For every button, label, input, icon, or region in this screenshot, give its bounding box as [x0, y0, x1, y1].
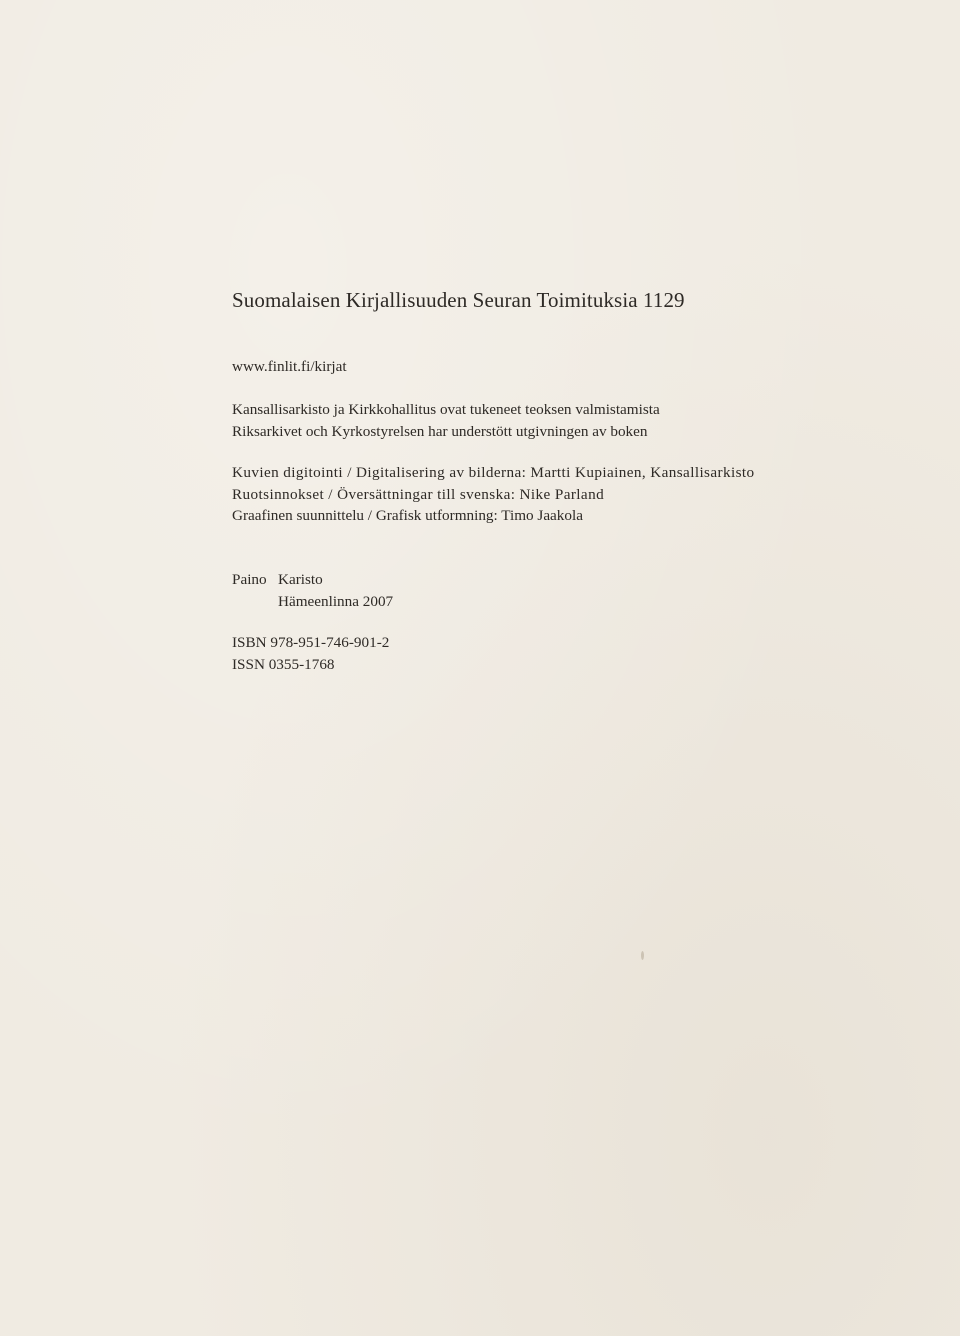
print-info	[232, 569, 393, 613]
issn: ISSN 0355-1768	[232, 656, 335, 673]
website-link[interactable]: www.finlit.fi/kirjat	[232, 358, 347, 375]
credit-design: Graafinen suunnittelu / Grafisk utformning: Timo Jaakola	[232, 507, 583, 524]
support-line-fi: Kansallisarkisto ja Kirkkohallitus ovat tukeneet teoksen valmistamista	[232, 401, 660, 418]
printer-name: Karisto	[278, 571, 323, 588]
series-title: Suomalaisen Kirjallisuuden Seuran Toimituksia 1129	[232, 288, 685, 312]
print-city-year: Hämeenlinna 2007	[278, 593, 394, 610]
credit-translation: Ruotsinnokset / Översättningar till svenska: Nike Parland	[232, 486, 605, 503]
support-line-sv: Riksarkivet och Kyrkostyrelsen har understött utgivningen av boken	[232, 423, 648, 440]
credit-digitization: Kuvien digitointi / Digitalisering av bilderna: Martti Kupiainen, Kansallisarkisto	[232, 464, 755, 481]
paper-speck	[641, 951, 644, 960]
isbn: ISBN 978-951-746-901-2	[232, 634, 390, 651]
print-label: Paino	[232, 571, 267, 588]
